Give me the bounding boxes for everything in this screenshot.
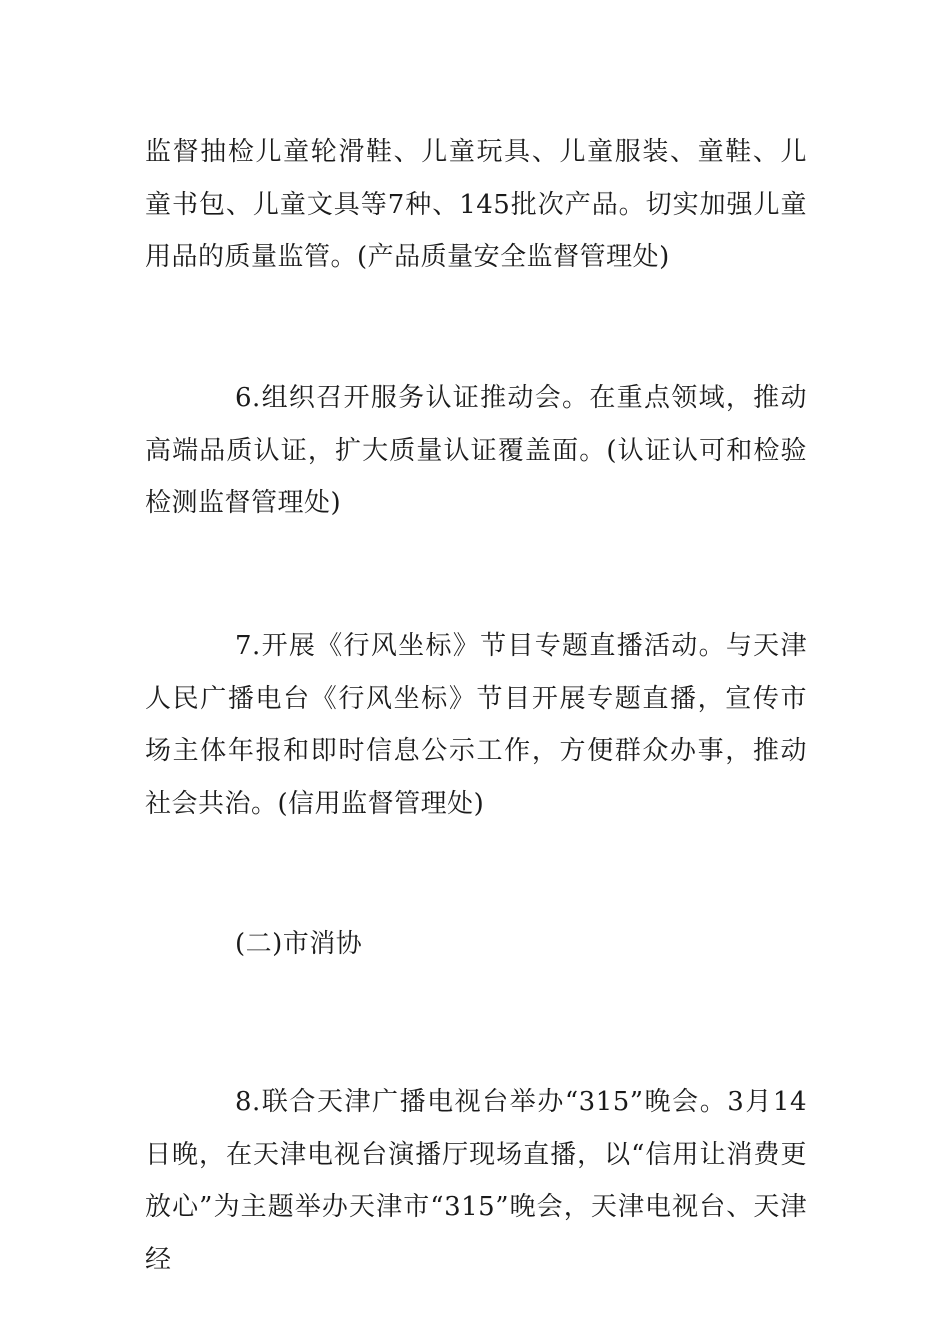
paragraph-item-6-service-certification: 6.组织召开服务认证推动会。在重点领域，推动高端品质认证，扩大质量认证覆盖面。(认证认可和检验检测监督管理处) — [145, 383, 807, 518]
paragraph-item-7-radio-broadcast: 7.开展《行风坐标》节目专题直播活动。与天津人民广播电台《行风坐标》节目开展专题直播，宣传市场主体年报和即时信息公示工作，方便群众办事，推动社会共治。(信用监督管理处) — [145, 631, 807, 819]
paragraph-item-8-315-gala: 8.联合天津广播电视台举办“315”晚会。3月14日晚，在天津电视台演播厅现场直播，以“信用让消费更放心”为主题举办天津市“315”晚会，天津电视台、天津经 — [145, 1087, 807, 1275]
section-heading-consumer-association: (二)市消协 — [235, 929, 363, 959]
paragraph-product-inspection: 监督抽检儿童轮滑鞋、儿童玩具、儿童服装、童鞋、儿童书包、儿童文具等7种、145批次产品。切实加强儿童用品的质量监管。(产品质量安全监督管理处) — [145, 137, 807, 272]
